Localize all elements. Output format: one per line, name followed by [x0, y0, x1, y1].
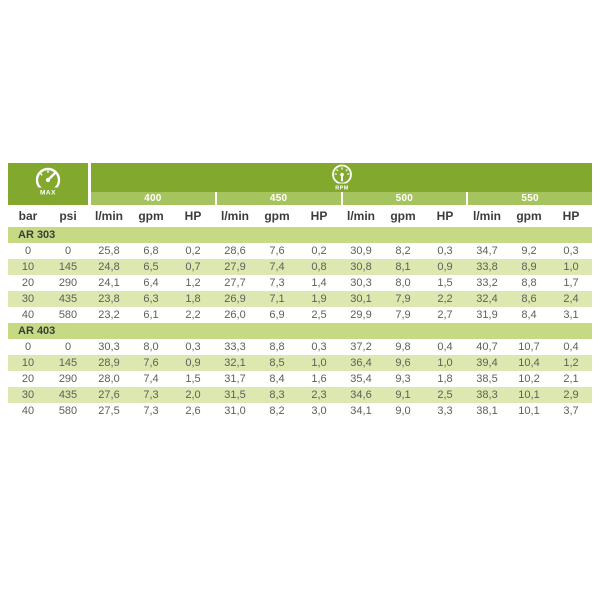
value-cell: 580 [48, 403, 88, 419]
max-gauge-label: MAX [40, 189, 56, 197]
table-row [8, 259, 592, 275]
value-cell: 35,4 [340, 371, 382, 387]
value-cell: 6,9 [256, 307, 298, 323]
value-cell: 10,7 [508, 339, 550, 355]
value-cell: 10 [8, 355, 48, 371]
section-model-label: AR 403 [8, 323, 592, 339]
value-cell: 8,5 [256, 355, 298, 371]
value-cell: 2,0 [172, 387, 214, 403]
value-cell: 24,1 [88, 275, 130, 291]
value-cell: 1,9 [298, 291, 340, 307]
value-cell: 27,9 [214, 259, 256, 275]
value-cell: 0,4 [550, 339, 592, 355]
column-header-gpm: gpm [508, 205, 550, 227]
value-cell: 2,6 [172, 403, 214, 419]
value-cell: 27,7 [214, 275, 256, 291]
value-cell: 23,8 [88, 291, 130, 307]
value-cell: 145 [48, 259, 88, 275]
value-cell: 9,3 [382, 371, 424, 387]
value-cell: 1,0 [298, 355, 340, 371]
column-header-row [8, 205, 592, 227]
value-cell: 8,0 [130, 339, 172, 355]
value-cell: 2,3 [298, 387, 340, 403]
value-cell: 28,6 [214, 243, 256, 259]
rpm-group-450: 450 [215, 192, 341, 205]
rpm-header-block [91, 163, 592, 205]
value-cell: 9,8 [382, 339, 424, 355]
value-cell: 9,6 [382, 355, 424, 371]
column-header-gpm: gpm [256, 205, 298, 227]
column-header-lmin: l/min [88, 205, 130, 227]
value-cell: 39,4 [466, 355, 508, 371]
value-cell: 0,9 [172, 355, 214, 371]
value-cell: 8,8 [508, 275, 550, 291]
table-row [8, 275, 592, 291]
value-cell: 3,0 [298, 403, 340, 419]
rpm-gauge-icon [328, 164, 356, 191]
rpm-gauge-band [91, 163, 592, 192]
value-cell: 6,3 [130, 291, 172, 307]
value-cell: 290 [48, 275, 88, 291]
spec-table-body [8, 227, 592, 419]
value-cell: 2,2 [424, 291, 466, 307]
column-header-hp: HP [298, 205, 340, 227]
value-cell: 23,2 [88, 307, 130, 323]
value-cell: 8,2 [382, 243, 424, 259]
value-cell: 40 [8, 403, 48, 419]
value-cell: 0 [8, 243, 48, 259]
section-model-label: AR 303 [8, 227, 592, 243]
value-cell: 32,4 [466, 291, 508, 307]
column-header-lmin: l/min [214, 205, 256, 227]
value-cell: 27,5 [88, 403, 130, 419]
rpm-values-band [91, 192, 592, 205]
value-cell: 7,6 [256, 243, 298, 259]
value-cell: 0,2 [298, 243, 340, 259]
value-cell: 1,5 [172, 371, 214, 387]
table-row [8, 371, 592, 387]
value-cell: 36,4 [340, 355, 382, 371]
value-cell: 2,9 [550, 387, 592, 403]
value-cell: 38,1 [466, 403, 508, 419]
value-cell: 8,0 [382, 275, 424, 291]
value-cell: 145 [48, 355, 88, 371]
max-header-cell [8, 163, 88, 205]
value-cell: 1,4 [298, 275, 340, 291]
value-cell: 37,2 [340, 339, 382, 355]
value-cell: 2,4 [550, 291, 592, 307]
value-cell: 9,1 [382, 387, 424, 403]
value-cell: 7,3 [256, 275, 298, 291]
value-cell: 29,9 [340, 307, 382, 323]
value-cell: 290 [48, 371, 88, 387]
value-cell: 30,3 [88, 339, 130, 355]
column-header-lmin: l/min [340, 205, 382, 227]
value-cell: 0 [8, 339, 48, 355]
value-cell: 31,9 [466, 307, 508, 323]
value-cell: 8,4 [256, 371, 298, 387]
value-cell: 38,5 [466, 371, 508, 387]
value-cell: 0,9 [424, 259, 466, 275]
value-cell: 24,8 [88, 259, 130, 275]
value-cell: 0,3 [172, 339, 214, 355]
table-row [8, 355, 592, 371]
value-cell: 1,0 [424, 355, 466, 371]
value-cell: 8,3 [256, 387, 298, 403]
column-header-bar: bar [8, 205, 48, 227]
value-cell: 9,0 [382, 403, 424, 419]
value-cell: 10,2 [508, 371, 550, 387]
value-cell: 26,9 [214, 291, 256, 307]
rpm-group-400: 400 [91, 192, 215, 205]
value-cell: 27,6 [88, 387, 130, 403]
value-cell: 40 [8, 307, 48, 323]
value-cell: 8,4 [508, 307, 550, 323]
section-row [8, 227, 592, 243]
pump-spec-table [8, 163, 592, 419]
column-header-psi: psi [48, 205, 88, 227]
value-cell: 30 [8, 291, 48, 307]
value-cell: 34,6 [340, 387, 382, 403]
value-cell: 33,3 [214, 339, 256, 355]
max-gauge-icon [32, 166, 64, 202]
value-cell: 1,8 [172, 291, 214, 307]
value-cell: 30,8 [340, 259, 382, 275]
value-cell: 7,4 [130, 371, 172, 387]
value-cell: 33,2 [466, 275, 508, 291]
value-cell: 2,5 [424, 387, 466, 403]
value-cell: 0 [48, 339, 88, 355]
table-row [8, 243, 592, 259]
value-cell: 30,1 [340, 291, 382, 307]
value-cell: 8,1 [382, 259, 424, 275]
value-cell: 1,2 [550, 355, 592, 371]
value-cell: 7,1 [256, 291, 298, 307]
value-cell: 0,8 [298, 259, 340, 275]
value-cell: 0,3 [550, 243, 592, 259]
value-cell: 34,1 [340, 403, 382, 419]
value-cell: 0,7 [172, 259, 214, 275]
column-header-gpm: gpm [130, 205, 172, 227]
value-cell: 580 [48, 307, 88, 323]
value-cell: 7,3 [130, 387, 172, 403]
value-cell: 1,6 [298, 371, 340, 387]
value-cell: 0 [48, 243, 88, 259]
value-cell: 31,7 [214, 371, 256, 387]
value-cell: 8,9 [508, 259, 550, 275]
section-row [8, 323, 592, 339]
rpm-group-550: 550 [466, 192, 592, 205]
value-cell: 20 [8, 275, 48, 291]
value-cell: 8,2 [256, 403, 298, 419]
value-cell: 6,8 [130, 243, 172, 259]
value-cell: 3,7 [550, 403, 592, 419]
value-cell: 30,9 [340, 243, 382, 259]
value-cell: 3,1 [550, 307, 592, 323]
rpm-gauge-label: RPM [334, 185, 349, 191]
value-cell: 1,7 [550, 275, 592, 291]
value-cell: 1,0 [550, 259, 592, 275]
value-cell: 435 [48, 387, 88, 403]
value-cell: 1,2 [172, 275, 214, 291]
rpm-group-500: 500 [341, 192, 467, 205]
spec-table [8, 205, 592, 419]
value-cell: 34,7 [466, 243, 508, 259]
value-cell: 7,4 [256, 259, 298, 275]
value-cell: 0,3 [424, 243, 466, 259]
value-cell: 7,6 [130, 355, 172, 371]
column-header-gpm: gpm [382, 205, 424, 227]
value-cell: 7,9 [382, 307, 424, 323]
value-cell: 2,2 [172, 307, 214, 323]
value-cell: 0,3 [298, 339, 340, 355]
value-cell: 32,1 [214, 355, 256, 371]
value-cell: 28,0 [88, 371, 130, 387]
value-cell: 6,1 [130, 307, 172, 323]
value-cell: 7,3 [130, 403, 172, 419]
column-header-hp: HP [550, 205, 592, 227]
value-cell: 9,2 [508, 243, 550, 259]
table-row [8, 403, 592, 419]
table-row [8, 339, 592, 355]
value-cell: 10,1 [508, 387, 550, 403]
value-cell: 40,7 [466, 339, 508, 355]
value-cell: 20 [8, 371, 48, 387]
value-cell: 30,3 [340, 275, 382, 291]
value-cell: 28,9 [88, 355, 130, 371]
value-cell: 10,1 [508, 403, 550, 419]
column-header-lmin: l/min [466, 205, 508, 227]
value-cell: 38,3 [466, 387, 508, 403]
table-header-bands [8, 163, 592, 205]
value-cell: 7,9 [382, 291, 424, 307]
column-header-hp: HP [424, 205, 466, 227]
value-cell: 8,8 [256, 339, 298, 355]
value-cell: 31,0 [214, 403, 256, 419]
value-cell: 26,0 [214, 307, 256, 323]
value-cell: 31,5 [214, 387, 256, 403]
value-cell: 1,8 [424, 371, 466, 387]
column-header-hp: HP [172, 205, 214, 227]
value-cell: 0,2 [172, 243, 214, 259]
value-cell: 10,4 [508, 355, 550, 371]
value-cell: 3,3 [424, 403, 466, 419]
value-cell: 25,8 [88, 243, 130, 259]
value-cell: 2,5 [298, 307, 340, 323]
value-cell: 8,6 [508, 291, 550, 307]
value-cell: 2,7 [424, 307, 466, 323]
value-cell: 1,5 [424, 275, 466, 291]
value-cell: 6,5 [130, 259, 172, 275]
value-cell: 10 [8, 259, 48, 275]
value-cell: 2,1 [550, 371, 592, 387]
value-cell: 30 [8, 387, 48, 403]
table-row [8, 307, 592, 323]
table-row [8, 291, 592, 307]
value-cell: 0,4 [424, 339, 466, 355]
value-cell: 33,8 [466, 259, 508, 275]
value-cell: 435 [48, 291, 88, 307]
table-row [8, 387, 592, 403]
value-cell: 6,4 [130, 275, 172, 291]
